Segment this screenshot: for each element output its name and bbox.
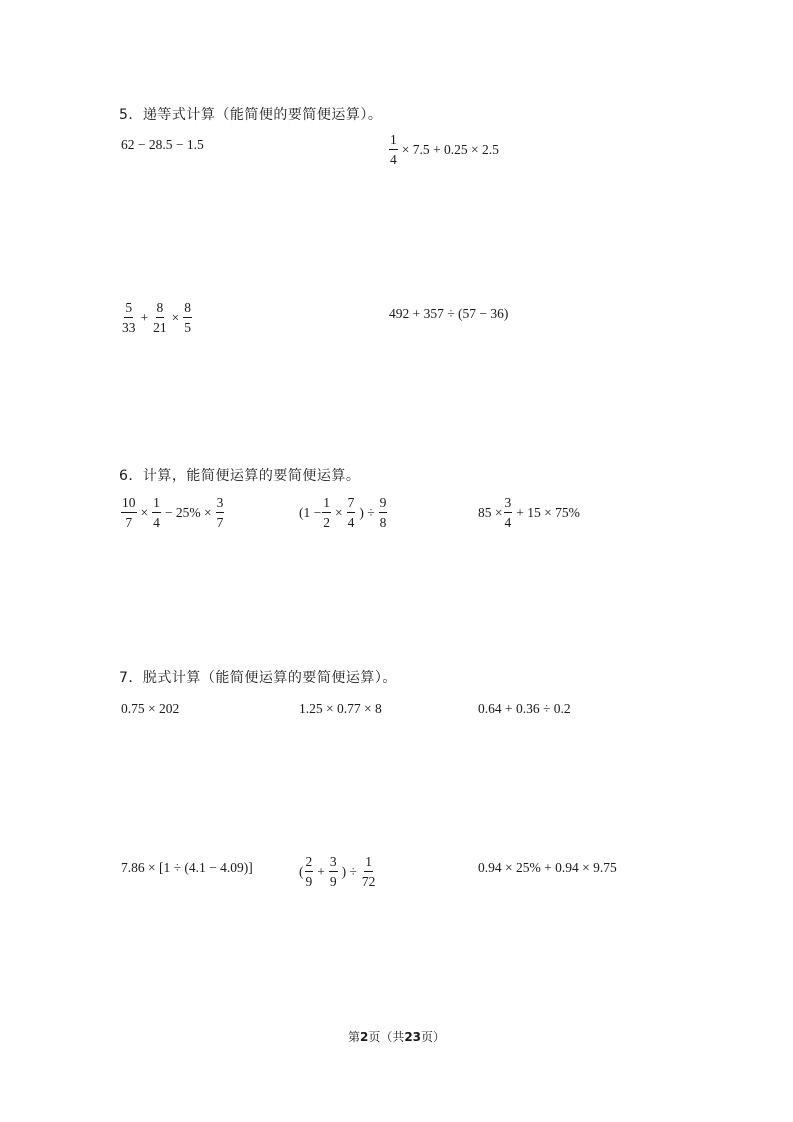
section-6-heading: 6．计算，能简便运算的要简便运算。 — [119, 468, 361, 484]
problem-5-3: $\frac{5}{33}$ + $\frac{8}{21}$ × $\frac{8}{5}$ — [122, 300, 191, 335]
fraction: $\frac{8}{21}$ — [153, 300, 167, 335]
fraction: $\frac{3}{7}$ — [216, 495, 224, 530]
problem-7-5: ( $\frac{2}{9}$ + $\frac{3}{9}$ ) ÷ $\frac{1}{72}$ — [299, 854, 376, 889]
fraction: $\frac{2}{9}$ — [305, 854, 313, 889]
page-footer: 第2页（共23页） — [347, 1030, 446, 1044]
section-5-heading: 5．递等式计算（能简便的要简便运算）。 — [119, 107, 383, 123]
current-page-number: 2 — [359, 1030, 369, 1044]
fraction: $\frac{9}{8}$ — [379, 495, 387, 530]
problem-7-4: 7.86 × [1 ÷ (4.1 − 4.09)] — [121, 860, 253, 875]
problem-6-3: 85 × $\frac{3}{4}$ + 15 × 75% — [478, 495, 580, 530]
fraction: $\frac{3}{9}$ — [329, 854, 337, 889]
fraction: $\frac{5}{33}$ — [122, 300, 136, 335]
problem-5-2: $\frac{1}{4}$ × 7.5 + 0.25 × 2.5 — [390, 132, 499, 167]
problem-5-4: 492 + 357 ÷ (57 − 36) — [389, 306, 509, 321]
fraction: $\frac{1}{72}$ — [361, 854, 376, 889]
problem-6-2: (1 − $\frac{1}{2}$ × $\frac{7}{4}$ ) ÷ $\frac{9}{8}$ — [299, 495, 387, 530]
problem-7-2: 1.25 × 0.77 × 8 — [299, 701, 382, 716]
fraction: $\frac{7}{4}$ — [347, 495, 355, 530]
problem-6-1: $\frac{10}{7}$ × $\frac{1}{4}$ − 25% × $\frac{3}{7}$ — [122, 495, 224, 530]
problem-7-3: 0.64 + 0.36 ÷ 0.2 — [478, 701, 571, 716]
problem-7-6: 0.94 × 25% + 0.94 × 9.75 — [478, 860, 617, 875]
total-pages: 23 — [404, 1030, 422, 1044]
fraction: $\frac{8}{5}$ — [184, 300, 191, 335]
fraction: $\frac{1}{4}$ — [153, 495, 160, 530]
problem-7-1: 0.75 × 202 — [121, 701, 180, 716]
fraction: $\frac{1}{4}$ — [390, 132, 397, 167]
fraction: $\frac{1}{2}$ — [323, 495, 330, 530]
fraction: $\frac{10}{7}$ — [122, 495, 136, 530]
fraction: $\frac{3}{4}$ — [504, 495, 512, 530]
problem-5-1: 62 − 28.5 − 1.5 — [121, 137, 204, 152]
section-7-heading: 7．脱式计算（能简便运算的要简便运算）。 — [119, 670, 397, 686]
